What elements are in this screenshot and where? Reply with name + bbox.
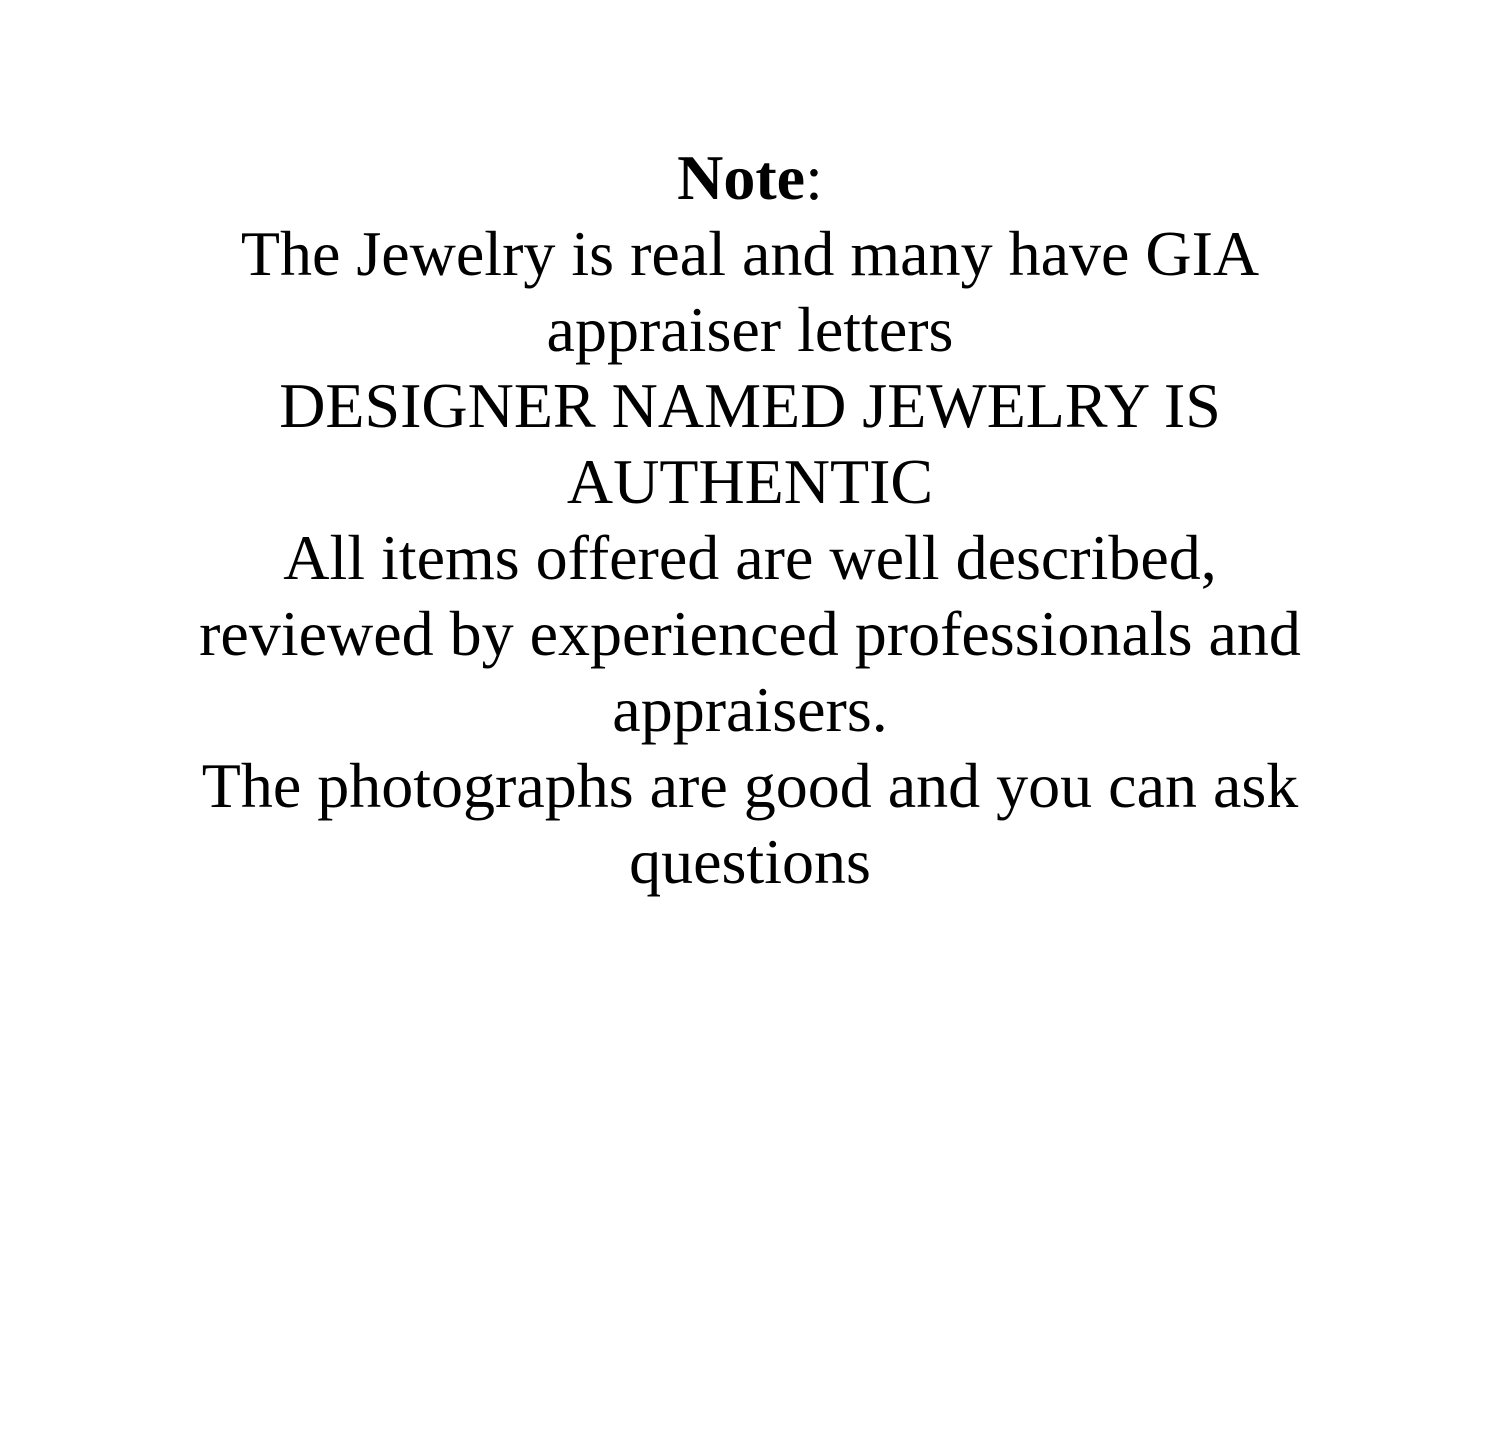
note-heading-colon: :: [805, 142, 823, 213]
note-paragraph-jewelry-real: The Jewelry is real and many have GIA appraiser letters: [240, 218, 1260, 365]
note-document: [175, 0, 1325, 900]
note-heading: [175, 140, 1325, 216]
note-paragraph-items-described: All items offered are well described, reviewed by experienced professionals and appraisers.: [199, 522, 1301, 745]
note-paragraph-designer-authentic: DESIGNER NAMED JEWELRY IS AUTHENTIC: [279, 370, 1221, 517]
note-heading-label: Note: [677, 142, 806, 213]
note-paragraph-photographs: The photographs are good and you can ask questions: [201, 750, 1299, 897]
